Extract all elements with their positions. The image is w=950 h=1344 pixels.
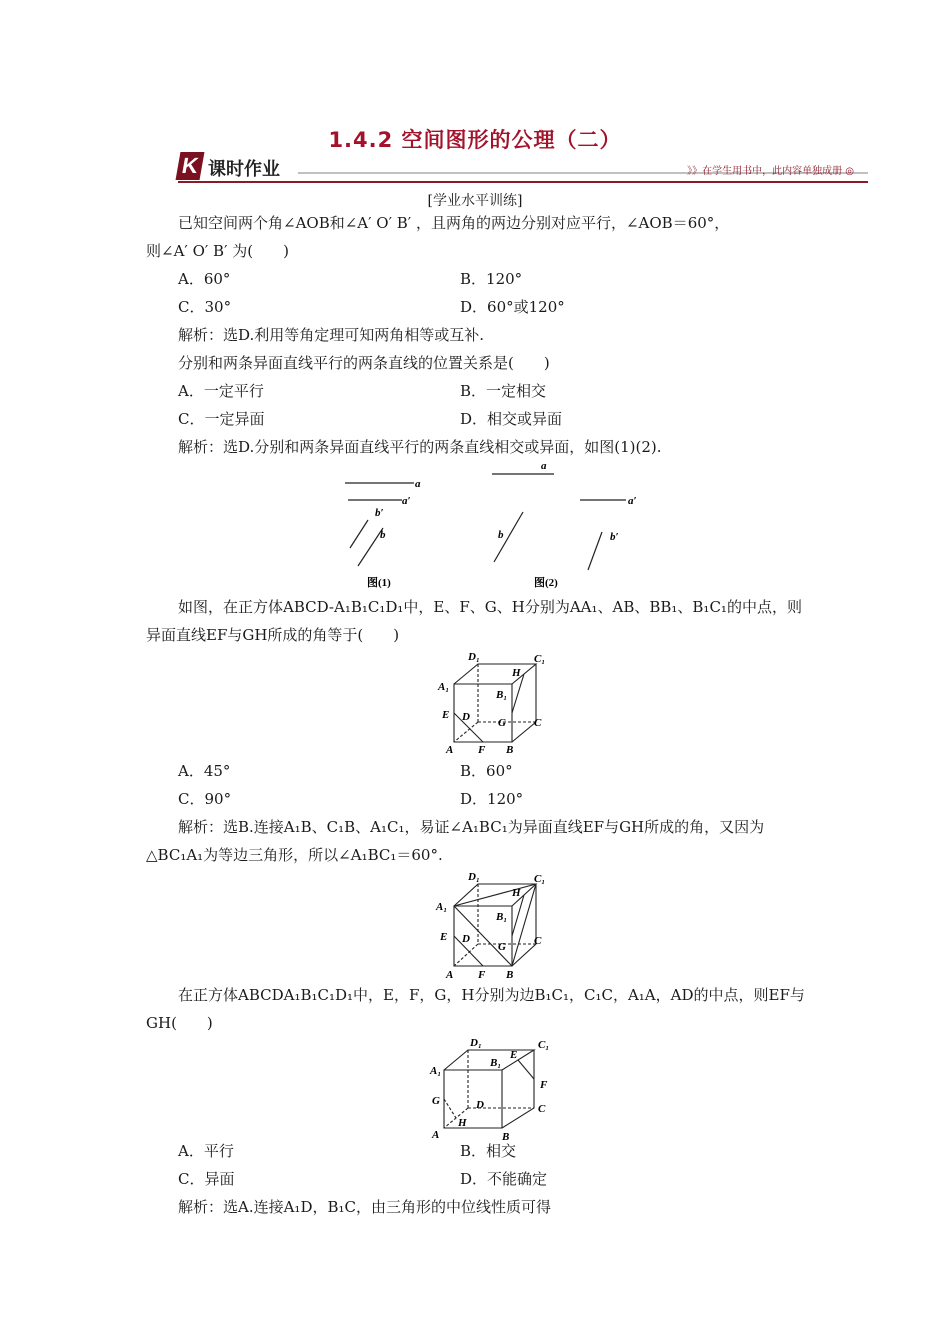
banner-logo: K bbox=[176, 152, 205, 180]
label-A1: A₁ bbox=[438, 681, 450, 693]
q1-option-d: D．60°或120° bbox=[460, 298, 565, 316]
cube3-right-face bbox=[502, 1050, 534, 1128]
q3-answer-line2: △BC₁A₁为等边三角形，所以∠A₁BC₁＝60°. bbox=[146, 846, 443, 864]
fig1-label-b-prime: b′ bbox=[375, 507, 384, 519]
page-title: 1.4.2 空间图形的公理（二） bbox=[328, 128, 622, 152]
q3-option-a: A．45° bbox=[178, 762, 231, 780]
q1-answer: 解析：选D.利用等角定理可知两角相等或互补. bbox=[178, 326, 485, 344]
q1-option-a: A．60° bbox=[178, 270, 231, 288]
fig2-label-a-prime: a′ bbox=[628, 495, 637, 507]
fig1-line-b-prime bbox=[350, 520, 368, 548]
q2-answer: 解析：选D.分别和两条异面直线平行的两条直线相交或异面，如图(1)(2). bbox=[178, 438, 662, 456]
segment-ef-q4 bbox=[518, 1060, 534, 1079]
label2-C: C bbox=[534, 935, 542, 947]
label-D1: D₁ bbox=[468, 651, 480, 663]
q4-stem-line2: GH( ) bbox=[146, 1014, 213, 1032]
q1-stem-line2: 则∠A′ O′ B′ 为( ) bbox=[146, 242, 289, 260]
fig2-line-b-prime bbox=[588, 532, 602, 570]
q1-stem-line1: 已知空间两个角∠AOB和∠A′ O′ B′ ，且两角的两边分别对应平行，∠AOB＝60°， bbox=[178, 214, 730, 232]
label3-B1: B₁ bbox=[490, 1057, 502, 1069]
label-D: D bbox=[462, 711, 470, 723]
label-H: H bbox=[512, 667, 521, 679]
q2-option-b: B．一定相交 bbox=[460, 382, 547, 400]
label3-D1: D₁ bbox=[470, 1037, 482, 1049]
q3-stem-line1: 如图，在正方体ABCD-A₁B₁C₁D₁中，E、F、G、H分别为AA₁、AB、BB₁、B₁C₁的中点，则 bbox=[178, 598, 802, 616]
q2-option-a: A．一定平行 bbox=[178, 382, 264, 400]
label2-D: D bbox=[462, 933, 470, 945]
label2-B: B bbox=[506, 969, 514, 981]
q2-option-c: C．一定异面 bbox=[178, 410, 265, 428]
label-C1: C₁ bbox=[534, 653, 546, 665]
label2-C1: C₁ bbox=[534, 873, 546, 885]
fig1-label-b: b bbox=[380, 529, 386, 541]
section-heading: [学业水平训练] bbox=[427, 193, 523, 209]
fig2-caption: 图(2) bbox=[534, 577, 558, 589]
label2-A1: A₁ bbox=[436, 901, 448, 913]
label3-C: C bbox=[538, 1103, 546, 1115]
banner-note: 》》在学生用书中，此内容单独成册 ◎ bbox=[687, 166, 854, 177]
q3-answer-line1: 解析：选B.连接A₁B、C₁B、A₁C₁，易证∠A₁BC₁为异面直线EF与GH所成的角，又因为 bbox=[178, 818, 765, 836]
label2-B1: B₁ bbox=[496, 911, 508, 923]
label3-A1: A₁ bbox=[430, 1065, 442, 1077]
q3-cube-figure bbox=[430, 646, 560, 758]
label3-H: H bbox=[458, 1117, 467, 1129]
q2-stem: 分别和两条异面直线平行的两条直线的位置关系是( ) bbox=[178, 354, 550, 372]
label2-A: A bbox=[446, 969, 454, 981]
label-A: A bbox=[446, 744, 454, 756]
segment-gh bbox=[512, 674, 524, 713]
label-G: G bbox=[498, 717, 506, 729]
q3-answer-cube-figure bbox=[430, 866, 560, 982]
q4-option-d: D．不能确定 bbox=[460, 1170, 548, 1188]
fig1-label-a: a bbox=[415, 478, 421, 490]
fig2-label-b-prime: b′ bbox=[610, 531, 619, 543]
q4-cube-figure bbox=[428, 1034, 564, 1146]
figure-2 bbox=[480, 458, 650, 590]
segment-gh-q4 bbox=[444, 1099, 456, 1118]
label3-A: A bbox=[432, 1129, 440, 1141]
label3-D: D bbox=[476, 1099, 484, 1111]
label3-G: G bbox=[432, 1095, 440, 1107]
label-B: B bbox=[506, 744, 514, 756]
q4-option-b: B．相交 bbox=[460, 1142, 517, 1160]
q1-option-b: B．120° bbox=[460, 270, 523, 288]
q4-answer: 解析：选A.连接A₁D，B₁C，由三角形的中位线性质可得 bbox=[178, 1198, 551, 1216]
banner-underline bbox=[178, 181, 868, 183]
q3-option-c: C．90° bbox=[178, 790, 232, 808]
cube2-hidden-edge-da bbox=[454, 944, 478, 966]
q3-stem-line2: 异面直线EF与GH所成的角等于( ) bbox=[146, 626, 400, 644]
q4-option-a: A．平行 bbox=[178, 1142, 234, 1160]
label2-F: F bbox=[478, 969, 486, 981]
homework-banner bbox=[178, 150, 868, 184]
label2-G: G bbox=[498, 941, 506, 953]
fig1-caption: 图(1) bbox=[367, 577, 391, 589]
label2-E: E bbox=[440, 931, 448, 943]
q2-option-d: D．相交或异面 bbox=[460, 410, 563, 428]
label3-C1: C₁ bbox=[538, 1039, 550, 1051]
label-C: C bbox=[534, 717, 542, 729]
label2-D1: D₁ bbox=[468, 871, 480, 883]
label3-E: E bbox=[510, 1049, 518, 1061]
label-F: F bbox=[478, 744, 486, 756]
fig2-label-a: a bbox=[541, 460, 547, 472]
fig2-label-b: b bbox=[498, 529, 504, 541]
q1-option-c: C．30° bbox=[178, 298, 232, 316]
label2-H: H bbox=[512, 887, 521, 899]
q4-option-c: C．异面 bbox=[178, 1170, 235, 1188]
figure-1 bbox=[330, 470, 430, 590]
label3-B: B bbox=[502, 1131, 510, 1143]
q3-option-b: B．60° bbox=[460, 762, 513, 780]
fig1-label-a-prime: a′ bbox=[402, 495, 411, 507]
cube3-front-face bbox=[444, 1070, 502, 1128]
label-E: E bbox=[442, 709, 450, 721]
label-B1: B₁ bbox=[496, 689, 508, 701]
cube3-top-face bbox=[444, 1050, 534, 1070]
q4-stem-line1: 在正方体ABCDA₁B₁C₁D₁中，E，F，G，H分别为边B₁C₁，C₁C，A₁A，AD的中点，则EF与 bbox=[178, 986, 805, 1004]
label3-F: F bbox=[540, 1079, 548, 1091]
banner-label: 课时作业 bbox=[208, 159, 280, 180]
q3-option-d: D．120° bbox=[460, 790, 524, 808]
